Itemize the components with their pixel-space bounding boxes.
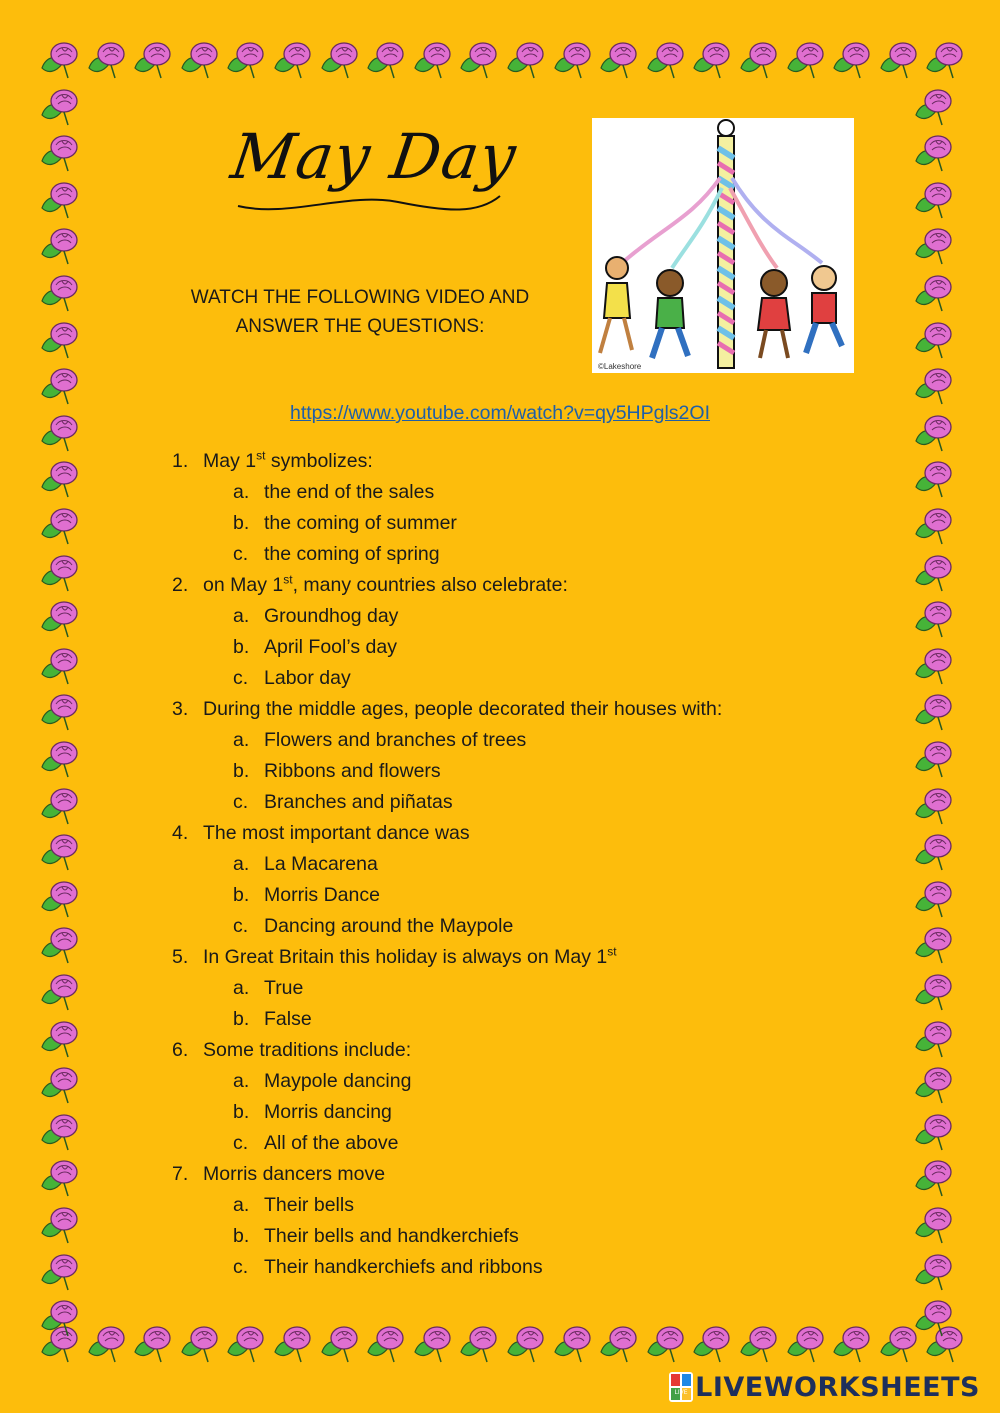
rose-icon — [597, 38, 643, 82]
rose-icon — [912, 1017, 958, 1061]
rose-icon — [38, 644, 84, 688]
image-credit: ©Lakeshore — [598, 362, 642, 371]
option-text: Groundhog day — [264, 605, 399, 627]
answer-option[interactable] — [172, 725, 812, 756]
answer-option[interactable] — [172, 849, 812, 880]
question-6 — [172, 1035, 812, 1066]
option-text: Maypole dancing — [264, 1070, 412, 1092]
option-text: Labor day — [264, 667, 351, 689]
rose-icon — [690, 38, 736, 82]
rose-icon — [912, 271, 958, 315]
video-link[interactable]: https://www.youtube.com/watch?v=qy5HPgls2OI — [290, 402, 710, 424]
question-4 — [172, 818, 812, 849]
ordinal-suffix: st — [607, 944, 617, 959]
maypole-illustration — [592, 118, 854, 373]
rose-icon — [690, 1322, 736, 1366]
rose-icon — [85, 1322, 131, 1366]
option-text: Morris Dance — [264, 884, 380, 906]
option-letter: c. — [233, 1132, 249, 1154]
option-letter: a. — [233, 977, 250, 999]
rose-icon — [318, 38, 364, 82]
option-letter: a. — [233, 1070, 250, 1092]
answer-option[interactable] — [172, 1097, 812, 1128]
rose-icon — [38, 597, 84, 641]
answer-option[interactable] — [172, 508, 812, 539]
rose-icon — [737, 38, 783, 82]
rose-icon — [737, 1322, 783, 1366]
option-letter: b. — [233, 1101, 250, 1123]
option-text: Morris dancing — [264, 1101, 392, 1123]
title-swash-decoration — [228, 188, 508, 218]
question-text: Some traditions include: — [203, 1039, 412, 1061]
rose-icon — [830, 1322, 876, 1366]
rose-icon — [38, 131, 84, 175]
option-letter: b. — [233, 1008, 250, 1030]
option-letter: c. — [233, 667, 249, 689]
option-letter: c. — [233, 1256, 249, 1278]
option-text: Dancing around the Maypole — [264, 915, 514, 937]
rose-icon — [38, 271, 84, 315]
question-number: 2. — [172, 574, 189, 596]
option-text: April Fool’s day — [264, 636, 397, 658]
rose-icon — [912, 1110, 958, 1154]
question-list — [172, 446, 812, 1283]
rose-icon — [912, 877, 958, 921]
rose-icon — [551, 38, 597, 82]
rose-icon — [912, 1296, 958, 1340]
rose-icon — [38, 923, 84, 967]
option-text: the coming of summer — [264, 512, 457, 534]
option-letter: b. — [233, 884, 250, 906]
option-letter: b. — [233, 760, 250, 782]
option-text: the end of the sales — [264, 481, 435, 503]
question-1 — [172, 446, 812, 477]
rose-icon — [38, 224, 84, 268]
question-number: 7. — [172, 1163, 189, 1185]
rose-icon — [38, 318, 84, 362]
rose-icon — [131, 1322, 177, 1366]
question-5 — [172, 942, 812, 973]
ordinal-suffix: st — [256, 448, 266, 463]
rose-icon — [38, 551, 84, 595]
question-7 — [172, 1159, 812, 1190]
question-number: 1. — [172, 450, 189, 472]
rose-icon — [38, 784, 84, 828]
question-text: May 1st symbolizes: — [203, 448, 373, 472]
rose-icon — [912, 85, 958, 129]
rose-icon — [912, 224, 958, 268]
option-letter: a. — [233, 605, 250, 627]
rose-icon — [38, 1017, 84, 1061]
rose-icon — [912, 178, 958, 222]
rose-icon — [912, 1063, 958, 1107]
answer-option[interactable] — [172, 663, 812, 694]
option-letter: a. — [233, 729, 250, 751]
answer-option[interactable] — [172, 1128, 812, 1159]
rose-icon — [318, 1322, 364, 1366]
question-number: 3. — [172, 698, 189, 720]
question-text: Morris dancers move — [203, 1163, 386, 1185]
rose-icon — [551, 1322, 597, 1366]
rose-icon — [912, 1203, 958, 1247]
instruction-text — [160, 283, 560, 341]
rose-icon — [784, 1322, 830, 1366]
question-number: 4. — [172, 822, 189, 844]
live-badge-icon — [669, 1372, 693, 1402]
rose-icon — [224, 1322, 270, 1366]
question-3 — [172, 694, 812, 725]
option-text: Flowers and branches of trees — [264, 729, 527, 751]
rose-icon — [912, 970, 958, 1014]
rose-icon — [912, 784, 958, 828]
answer-option[interactable] — [172, 880, 812, 911]
rose-icon — [38, 178, 84, 222]
rose-icon — [38, 38, 84, 82]
option-letter: a. — [233, 481, 250, 503]
answer-option[interactable] — [172, 787, 812, 818]
option-letter: c. — [233, 915, 249, 937]
rose-icon — [178, 1322, 224, 1366]
option-text: Their bells and handkerchiefs — [264, 1225, 519, 1247]
page-title: May Day — [226, 120, 522, 193]
question-number: 5. — [172, 946, 189, 968]
rose-icon — [131, 38, 177, 82]
answer-option[interactable] — [172, 1190, 812, 1221]
rose-icon — [364, 38, 410, 82]
rose-icon — [597, 1322, 643, 1366]
rose-icon — [271, 38, 317, 82]
brand-name: LIVEWORKSHEETS — [695, 1371, 980, 1403]
rose-icon — [644, 38, 690, 82]
answer-option[interactable] — [172, 539, 812, 570]
rose-icon — [38, 1296, 84, 1340]
answer-option[interactable] — [172, 632, 812, 663]
rose-icon — [877, 38, 923, 82]
rose-icon — [912, 1156, 958, 1200]
rose-icon — [912, 1250, 958, 1294]
option-letter: a. — [233, 1194, 250, 1216]
rose-icon — [912, 318, 958, 362]
question-text: During the middle ages, people decorated their houses with: — [203, 698, 723, 720]
option-text: True — [264, 977, 304, 999]
option-letter: a. — [233, 853, 250, 875]
question-text: In Great Britain this holiday is always on May 1st — [203, 944, 617, 968]
rose-icon — [38, 970, 84, 1014]
rose-icon — [271, 1322, 317, 1366]
rose-icon — [504, 38, 550, 82]
rose-icon — [38, 877, 84, 921]
option-letter: b. — [233, 1225, 250, 1247]
rose-icon — [830, 38, 876, 82]
question-2 — [172, 570, 812, 601]
rose-icon — [912, 504, 958, 548]
rose-icon — [912, 597, 958, 641]
answer-option[interactable] — [172, 756, 812, 787]
rose-icon — [912, 923, 958, 967]
rose-icon — [38, 85, 84, 129]
answer-option[interactable] — [172, 1066, 812, 1097]
rose-icon — [38, 1250, 84, 1294]
rose-icon — [85, 38, 131, 82]
rose-icon — [364, 1322, 410, 1366]
rose-icon — [38, 690, 84, 734]
question-number: 6. — [172, 1039, 189, 1061]
option-text: the coming of spring — [264, 543, 440, 565]
rose-icon — [457, 1322, 503, 1366]
rose-icon — [912, 737, 958, 781]
option-text: Ribbons and flowers — [264, 760, 441, 782]
rose-icon — [912, 551, 958, 595]
option-letter: b. — [233, 636, 250, 658]
option-text: False — [264, 1008, 312, 1030]
rose-icon — [912, 131, 958, 175]
rose-icon — [784, 38, 830, 82]
rose-icon — [38, 1203, 84, 1247]
option-text: Their handkerchiefs and ribbons — [264, 1256, 543, 1278]
rose-icon — [38, 737, 84, 781]
rose-icon — [912, 457, 958, 501]
option-text: Their bells — [264, 1194, 354, 1216]
rose-icon — [411, 38, 457, 82]
rose-icon — [644, 1322, 690, 1366]
rose-icon — [912, 644, 958, 688]
liveworksheets-logo — [669, 1367, 980, 1407]
rose-icon — [923, 38, 969, 82]
ordinal-suffix: st — [283, 572, 293, 587]
rose-icon — [912, 690, 958, 734]
rose-icon — [38, 457, 84, 501]
instruction-line-1: WATCH THE FOLLOWING VIDEO AND — [190, 287, 530, 308]
rose-icon — [38, 504, 84, 548]
answer-option[interactable] — [172, 911, 812, 942]
rose-icon — [504, 1322, 550, 1366]
maypole-drawing — [592, 118, 854, 373]
answer-option[interactable] — [172, 973, 812, 1004]
option-text: All of the above — [264, 1132, 399, 1154]
rose-icon — [38, 1063, 84, 1107]
rose-icon — [457, 38, 503, 82]
question-text: The most important dance was — [203, 822, 470, 844]
answer-option[interactable] — [172, 1004, 812, 1035]
rose-icon — [224, 38, 270, 82]
answer-option[interactable] — [172, 601, 812, 632]
option-letter: c. — [233, 791, 249, 813]
option-text: Branches and piñatas — [264, 791, 453, 813]
rose-icon — [178, 38, 224, 82]
instruction-line-2: ANSWER THE QUESTIONS: — [235, 316, 485, 337]
answer-option[interactable] — [172, 1252, 812, 1283]
option-letter: c. — [233, 543, 249, 565]
rose-icon — [38, 1156, 84, 1200]
rose-icon — [912, 830, 958, 874]
answer-option[interactable] — [172, 1221, 812, 1252]
svg-text:LIVE: LIVE — [674, 1389, 688, 1396]
answer-option[interactable] — [172, 477, 812, 508]
option-letter: b. — [233, 512, 250, 534]
question-text: on May 1st, many countries also celebrate: — [203, 572, 568, 596]
option-text: La Macarena — [264, 853, 378, 875]
rose-icon — [411, 1322, 457, 1366]
rose-icon — [38, 830, 84, 874]
rose-icon — [38, 1110, 84, 1154]
